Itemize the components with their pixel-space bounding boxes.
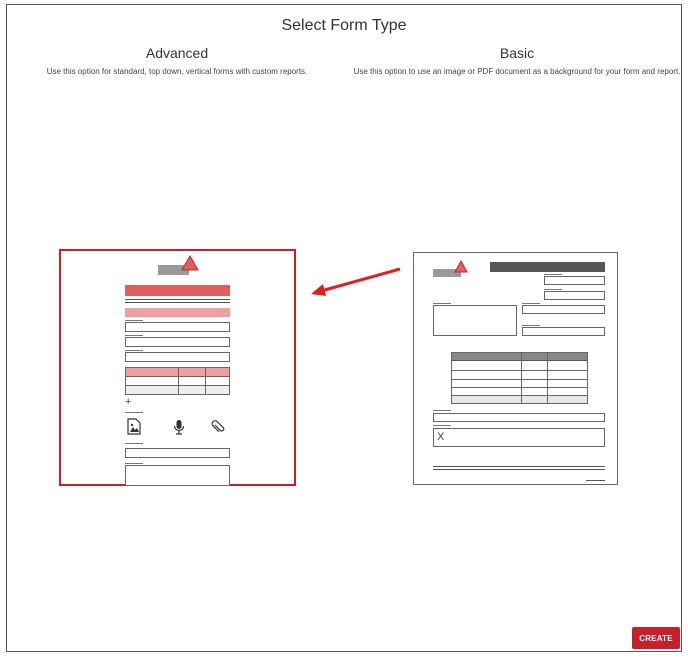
basic-form-card[interactable] <box>413 252 618 485</box>
form-field <box>544 276 605 285</box>
divider <box>125 412 143 413</box>
advanced-option-description: Use this option for standard, top down, vertical forms with custom reports. <box>46 67 308 76</box>
address-box <box>433 305 517 336</box>
form-table <box>125 367 230 395</box>
logo-triangle-icon <box>454 260 468 273</box>
field-label <box>125 443 143 444</box>
field-label <box>125 463 143 464</box>
form-header-bar <box>125 285 230 296</box>
logo-triangle-icon <box>181 255 199 271</box>
divider <box>586 480 605 481</box>
form-field <box>125 448 230 458</box>
signature-box <box>433 428 605 447</box>
divider <box>125 299 230 300</box>
arrow-left-icon <box>307 267 403 297</box>
paperclip-icon <box>211 419 225 435</box>
image-icon <box>127 418 141 435</box>
document-table <box>451 352 588 404</box>
add-row-icon: + <box>125 396 132 408</box>
form-section-bar <box>125 308 230 317</box>
advanced-option-title: Advanced <box>145 45 209 61</box>
divider <box>433 466 605 467</box>
form-field <box>125 337 230 347</box>
field-label <box>433 303 451 304</box>
field-label <box>125 320 143 321</box>
divider <box>433 469 605 470</box>
field-label <box>522 303 540 304</box>
field-label <box>125 350 143 351</box>
form-field <box>522 305 605 314</box>
basic-option-title: Basic <box>499 45 535 61</box>
form-field <box>125 322 230 332</box>
field-label <box>544 289 562 290</box>
field-label <box>544 274 562 275</box>
form-field <box>544 291 605 300</box>
field-label <box>125 335 143 336</box>
form-field <box>522 327 605 336</box>
create-button[interactable]: CREATE <box>632 627 680 649</box>
select-form-type-dialog <box>6 4 682 652</box>
dialog-title: Select Form Type <box>281 17 407 34</box>
divider <box>125 302 230 303</box>
form-field <box>433 413 605 422</box>
document-header-bar <box>490 262 605 272</box>
field-label <box>522 325 540 326</box>
advanced-form-card[interactable] <box>59 249 296 486</box>
form-field <box>125 352 230 362</box>
field-label <box>433 425 451 426</box>
signature-mark: X <box>437 431 445 443</box>
form-textarea <box>125 465 230 486</box>
microphone-icon <box>173 419 185 435</box>
field-label <box>433 410 451 411</box>
basic-option-description: Use this option to use an image or PDF document as a background for your form and report. <box>353 67 681 76</box>
